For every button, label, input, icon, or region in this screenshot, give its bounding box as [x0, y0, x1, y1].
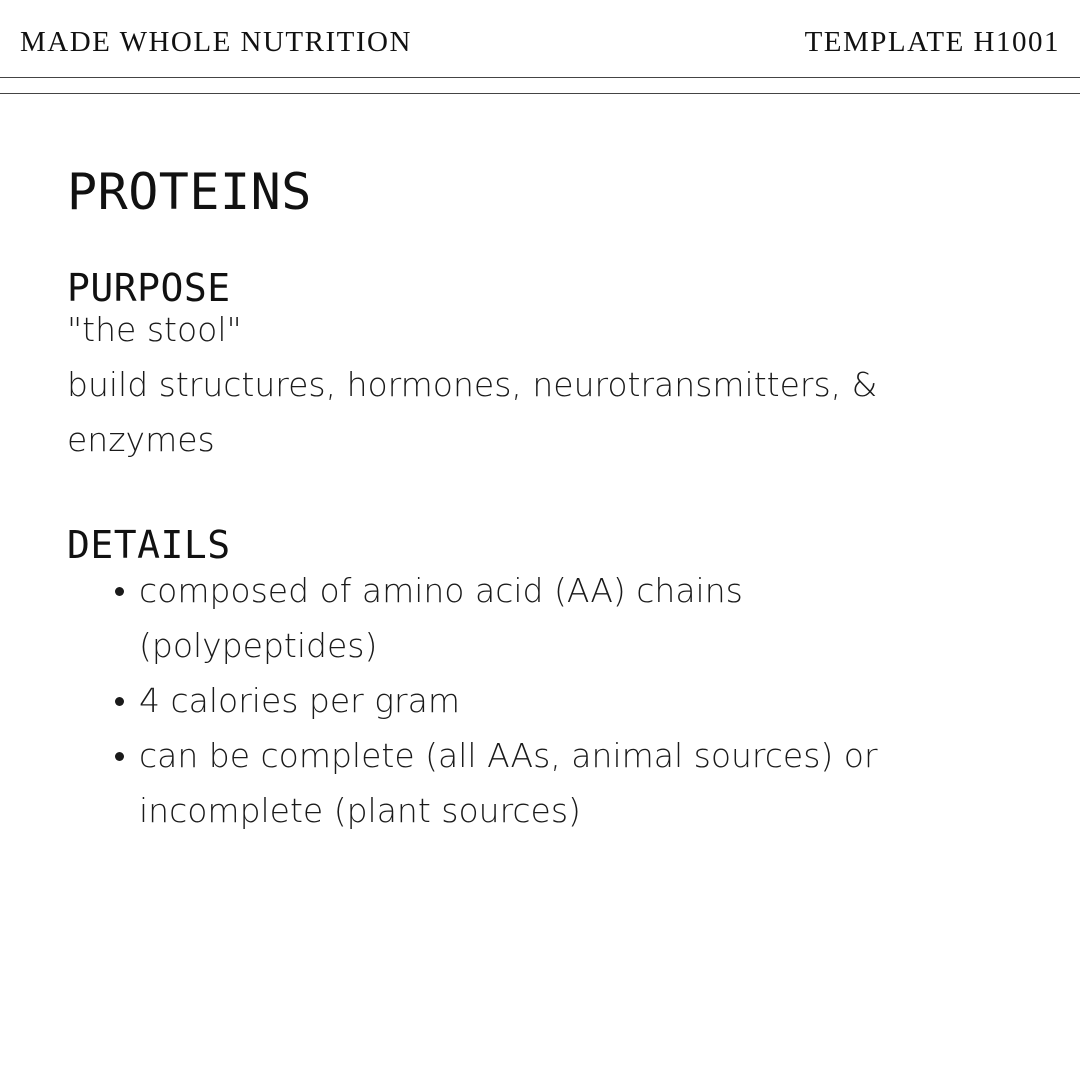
purpose-description: build structures, hormones, neurotransmitters, & enzymes — [67, 365, 878, 459]
list-item-text: can be complete (all AAs, animal sources) or incomplete (plant sources) — [139, 736, 878, 830]
bullet-icon — [115, 752, 124, 761]
details-heading: DETAILS — [67, 523, 231, 567]
brand-name: MADE WHOLE NUTRITION — [20, 26, 412, 58]
bullet-icon — [115, 697, 124, 706]
list-item — [67, 673, 899, 728]
list-item — [67, 563, 899, 673]
header-divider-bottom — [0, 93, 1080, 94]
list-item-text: composed of amino acid (AA) chains (polypeptides) — [139, 571, 743, 665]
header — [0, 0, 1080, 78]
details-list — [67, 563, 967, 838]
bullet-icon — [115, 587, 124, 596]
page-title: PROTEINS — [67, 163, 312, 221]
purpose-heading: PURPOSE — [67, 266, 231, 310]
template-code: TEMPLATE H1001 — [804, 26, 1060, 58]
purpose-quote: "the stool" — [67, 310, 242, 349]
main-content — [67, 160, 967, 838]
list-item — [67, 728, 899, 838]
list-item-text: 4 calories per gram — [139, 681, 460, 720]
header-divider-top — [0, 77, 1080, 78]
